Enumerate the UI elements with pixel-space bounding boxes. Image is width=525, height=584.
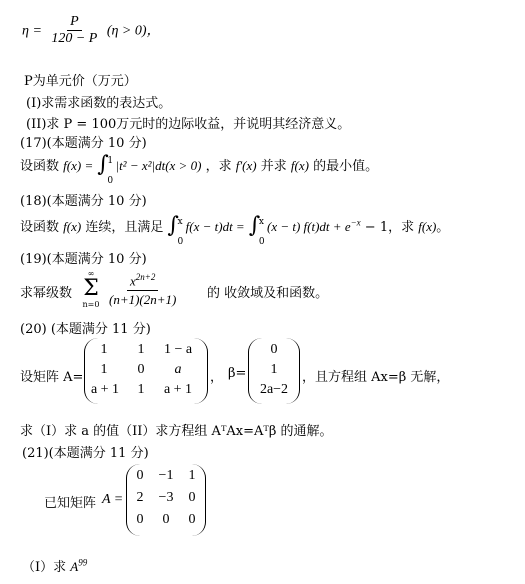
A-cell-3-3: a + 1 [163, 382, 193, 397]
summation: ∞ Σ n=0 [82, 269, 100, 309]
matrix-A-21 [126, 464, 206, 536]
p21-ask: （I）求 [22, 560, 67, 575]
p17-fx: f(x) = [63, 158, 94, 173]
p20-text-a: 设矩阵 A= [20, 370, 84, 385]
p21-A-label: A = [102, 492, 124, 507]
A-cell-3-1: a + 1 [90, 382, 120, 397]
p20-ask: 求（I）求 a 的值（II）求方程组 AᵀAx=Aᵀβ 的通解。 [20, 424, 333, 439]
p19-num-exp: 2n+2 [135, 272, 156, 282]
problem-21-heading: (21)(本题满分 11 分) [22, 446, 149, 461]
p21-ask-exp: 99 [78, 557, 88, 568]
A21-cell-1-3: 1 [188, 468, 196, 483]
p19-sum-upper: ∞ [87, 269, 95, 278]
A-cell-2-3: a [174, 362, 182, 377]
eta-cond: (η > 0)， [106, 23, 161, 39]
beta-cell-1: 0 [270, 342, 278, 357]
p18-exp: −x [350, 217, 361, 228]
p19-text-b: 的 收敛域及和函数。 [207, 286, 329, 301]
A-cell-1-3: 1 − a [163, 342, 193, 357]
p-unit-line: P为单元价（万元） [24, 74, 137, 89]
problem-17-body: 设函数 f(x) = ∫ 1 0 |t² − x²|dt(x > 0) ，求 f′(x) 并求 f(x) 的最小值。 [20, 152, 379, 186]
eta-den: 120 − P [51, 31, 98, 46]
p17-int-lower: 0 [107, 176, 114, 186]
p20-beta-label: β= [228, 366, 247, 381]
p20-text-b: ，且方程组 Ax=β 无解， [302, 370, 450, 385]
question-1: (I)求需求函数的表达式。 [26, 96, 172, 111]
p19-fraction [106, 268, 179, 309]
vector-beta [248, 338, 300, 404]
A-cell-1-2: 1 [137, 342, 145, 357]
p18-int2-upper: x [258, 217, 264, 227]
p18-fx2: f(x) [418, 219, 437, 234]
p18-tail: − 1，求 [360, 220, 415, 235]
problem-20-heading: (20) (本题满分 11 分) [20, 322, 151, 337]
p17-text-c: 并求 [260, 159, 287, 174]
p19-num: x [130, 273, 136, 289]
p17-text-b: ，求 [205, 159, 232, 174]
problem-19-heading: (19)(本题满分 10 分) [20, 252, 147, 267]
A21-cell-3-3: 0 [188, 512, 196, 527]
p18-int2-lower: 0 [258, 237, 265, 247]
p21-ask-sym: A [70, 559, 79, 574]
p20-comma: ， [210, 370, 224, 385]
A21-cell-3-1: 0 [136, 512, 144, 527]
beta-cell-3: 2a−2 [259, 382, 289, 397]
question-2: (II)求 P = 100万元时的边际收益，并说明其经济意义。 [26, 117, 351, 132]
problem-18-body: 设函数 f(x) 连续，且满足 ∫ x 0 f(x − t)dt = ∫ x 0 (x − t) $f(t)dt + e^{-x} - 1$，求 f(x)。 [20, 213, 450, 247]
eta-definition [22, 14, 161, 47]
p19-text-a: 求幂级数 [20, 286, 73, 301]
A21-cell-2-1: 2 [136, 490, 144, 505]
p17-int-upper: 1 [107, 156, 114, 166]
p18-fx: f(x) [63, 219, 82, 234]
p17-fprime: f′(x) [235, 158, 257, 173]
eta-lhs: η = [22, 23, 42, 39]
p18-integrand-2: (x − t) f(t)dt + e [266, 219, 351, 234]
p18-int1-lower: 0 [177, 237, 184, 247]
p18-int1-upper: x [177, 217, 183, 227]
p17-integrand: |t² − x²|dt(x > 0) [115, 158, 202, 173]
p18-text-b: 连续，且满足 [85, 220, 164, 235]
A21-cell-1-1: 0 [136, 468, 144, 483]
eta-num: P [67, 14, 82, 31]
A21-cell-1-2: −1 [158, 468, 174, 483]
problem-17-heading: (17)(本题满分 10 分) [20, 136, 147, 151]
A21-cell-2-2: −3 [158, 490, 174, 505]
p18-text-a: 设函数 [20, 220, 60, 235]
p18-end: 。 [436, 220, 450, 235]
beta-cell-2: 1 [270, 362, 278, 377]
p19-sum-lower: n=0 [82, 300, 100, 309]
A-cell-3-2: 1 [137, 382, 145, 397]
matrix-A [84, 338, 208, 404]
problem-18-heading: (18)(本题满分 10 分) [20, 194, 147, 209]
p21-ask-line [22, 556, 87, 575]
A-cell-2-2: 0 [137, 362, 145, 377]
p17-text-a: 设函数 [20, 159, 60, 174]
p21-text-a: 已知矩阵 [44, 496, 97, 511]
p17-fx2: f(x) [290, 158, 309, 173]
p18-integrand-1: f(x − t)dt = [185, 219, 245, 234]
p19-den: (n+1)(2n+1) [109, 292, 177, 308]
eta-fraction [48, 14, 100, 47]
A21-cell-2-3: 0 [188, 490, 196, 505]
A-cell-1-1: 1 [100, 342, 108, 357]
A21-cell-3-2: 0 [162, 512, 170, 527]
p17-text-d: 的最小值。 [313, 159, 379, 174]
A-cell-2-1: 1 [100, 362, 108, 377]
